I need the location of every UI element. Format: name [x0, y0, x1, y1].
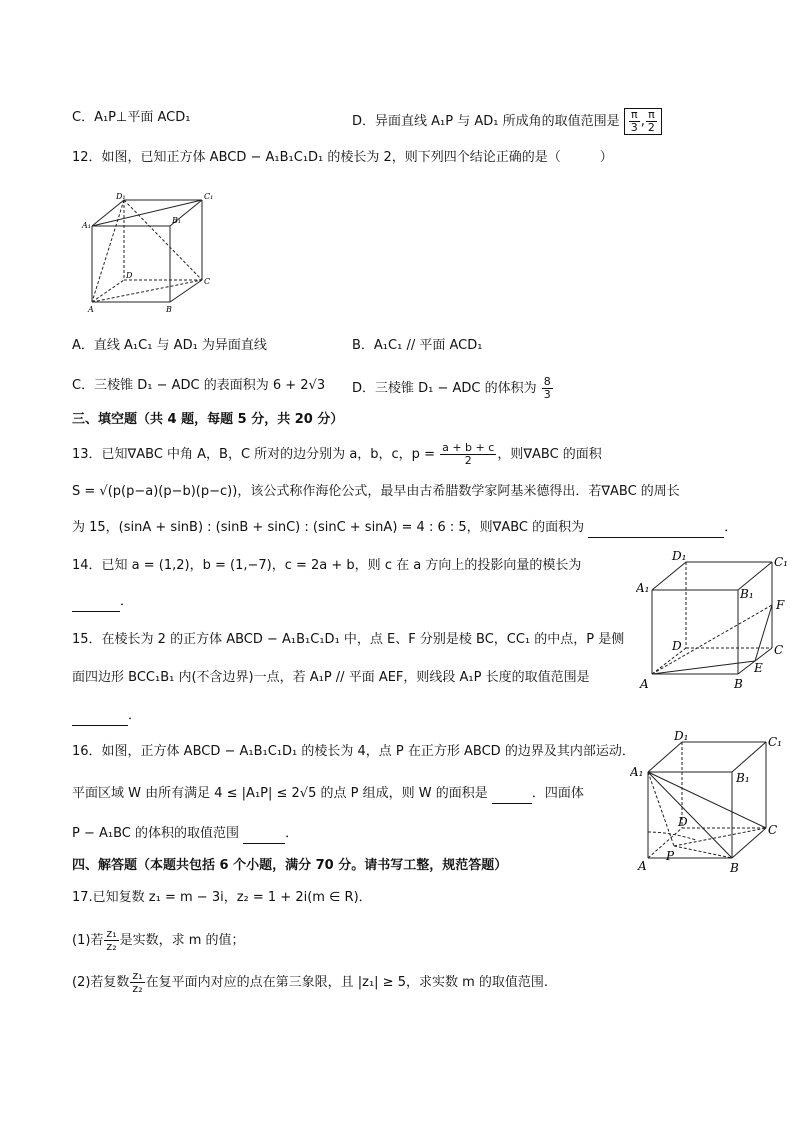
q17-part2-fraction	[130, 970, 144, 995]
q17-part1-fraction	[104, 928, 118, 953]
q12-label-d1: D₁	[116, 192, 126, 201]
q16-line3-text: P − A₁BC 的体积的取值范围	[72, 826, 240, 841]
q12-option-a: A．直线 A₁C₁ 与 AD₁ 为异面直线	[72, 338, 267, 353]
q17-part2-text: 在复平面内对应的点在第三象限，且 |z₁| ≥ 5，求实数 m 的取值范围.	[145, 975, 549, 990]
q17-part1	[72, 928, 245, 953]
q12-label-c1: C₁	[204, 192, 214, 201]
q11-range-lower-den: 3	[630, 121, 638, 134]
q16-volume-blank[interactable]	[243, 829, 285, 844]
q13-answer-blank[interactable]	[588, 523, 724, 538]
q15-label-d1: D₁	[672, 549, 687, 563]
q13-line1-tail: ，则∇ABC 的面积	[497, 447, 602, 462]
q13-line1-text: 13．已知∇ABC 中角 A，B，C 所对的边分别为 a，b，c，p =	[72, 447, 435, 462]
q12-label-a: A	[88, 305, 94, 314]
q15-label-c1: C₁	[774, 555, 788, 569]
q17-part2	[72, 970, 548, 995]
q16-line2-text: 平面区域 W 由所有满足 4 ≤ |A₁P| ≤ 2√5 的点 P 组成，则 W 的面积是	[72, 786, 488, 801]
q16-line3-end: ．	[285, 826, 299, 841]
q11-option-d-text: D．异面直线 A₁P 与 AD₁ 所成角的取值范围是	[352, 114, 620, 129]
q16-label-d: D	[678, 815, 688, 829]
q15-label-d: D	[672, 639, 682, 653]
q12-option-c: C．三棱锥 D₁ − ADC 的表面积为 6 + 2√3	[72, 378, 326, 393]
q17-part1-text: 是实数，求 m 的值；	[119, 933, 245, 948]
q15-label-c: C	[774, 643, 784, 657]
section4-heading: 四、解答题（本题共包括 6 个小题，满分 70 分。请书写工整，规范答题）	[72, 858, 508, 873]
q16-line2-tail: ．四面体	[531, 786, 584, 801]
q13-line3	[72, 518, 737, 538]
q15-label-e: E	[754, 661, 763, 675]
q17-part2-num: z₁	[132, 969, 143, 982]
q15-line1: 15．在棱长为 2 的正方体 ABCD − A₁B₁C₁D₁ 中，点 E、F 分别是棱 BC，CC₁ 的中点，P 是侧	[72, 632, 625, 647]
q14-line2	[72, 592, 133, 612]
q17-part2-prefix: (2)若复数	[72, 975, 130, 990]
q16-label-b1: B₁	[736, 771, 750, 785]
q15-line3	[72, 706, 141, 726]
q17-part2-den: z₂	[132, 982, 143, 995]
q11-option-c: C．A₁P⊥平面 ACD₁	[72, 110, 191, 125]
q11-range-lower-num: π	[629, 109, 640, 122]
q11-range-upper	[646, 109, 657, 134]
q12-option-b: B．A₁C₁ // 平面 ACD₁	[352, 338, 483, 353]
q16-label-c: C	[768, 823, 778, 837]
q16-label-d1: D₁	[674, 729, 689, 743]
q12-label-c: C	[204, 277, 211, 286]
q13-p-num: a + b + c	[442, 441, 495, 454]
q11-range-upper-num: π	[646, 109, 657, 122]
q12-label-a1: A₁	[82, 221, 91, 230]
q14-answer-blank[interactable]	[72, 597, 120, 612]
q15-line2: 面四边形 BCC₁B₁ 内(不含边界)一点，若 A₁P // 平面 AEF，则线段 A₁P 长度的取值范围是	[72, 670, 590, 685]
q16-cube-figure	[630, 728, 794, 876]
q17-part1-prefix: (1)若	[72, 933, 104, 948]
q16-label-b: B	[730, 861, 739, 875]
q16-label-p: P	[666, 849, 675, 863]
q15-label-b1: B₁	[740, 587, 754, 601]
q13-line3-text: 为 15，(sinA + sinB) : (sinB + sinC) : (sinC + sinA) = 4 : 6 : 5，则∇ABC 的面积为	[72, 520, 585, 535]
q12-cube-figure	[80, 188, 220, 320]
q13-p-fraction	[440, 442, 496, 467]
q15-line3-end: ．	[128, 708, 142, 723]
q16-line1: 16．如图，正方体 ABCD − A₁B₁C₁D₁ 的棱长为 4，点 P 在正方形 ABCD 的边界及其内部运动．	[72, 744, 635, 759]
q17-stem: 17.已知复数 z₁ = m − 3i，z₂ = 1 + 2i(m ∈ R)．	[72, 890, 372, 905]
q15-label-a: A	[640, 677, 649, 691]
q17-part1-den: z₂	[106, 940, 117, 953]
q12-option-d-fraction	[542, 376, 553, 401]
q11-range-bracket: $\frac{\pi}{3}$ , $\frac{\pi}{2}$	[624, 108, 662, 135]
q16-label-c1: C₁	[768, 735, 782, 749]
q16-line2	[72, 784, 584, 804]
q15-label-f: F	[776, 598, 785, 612]
q17-part1-num: z₁	[106, 927, 117, 940]
q15-label-b: B	[734, 677, 743, 691]
q11-range-lower	[629, 109, 640, 134]
q11-option-d	[352, 108, 662, 135]
q12-option-d-den: 3	[543, 388, 551, 401]
q13-line2: S = √(p(p−a)(p−b)(p−c))，该公式称作海伦公式，最早由古希腊数学家阿基米德得出．若∇ABC 的周长	[72, 484, 680, 499]
q16-line3	[72, 824, 298, 844]
q12-label-b: B	[166, 305, 172, 314]
q12-option-d	[352, 376, 554, 401]
q15-cube-figure	[636, 546, 794, 692]
q14-line1: 14．已知 a = (1,2)，b = (1,−7)，c = 2a + b，则 c 在 a 方向上的投影向量的模长为	[72, 558, 582, 573]
q13-p-den: 2	[464, 454, 472, 467]
q12-option-d-text: D．三棱锥 D₁ − ADC 的体积为	[352, 381, 537, 396]
q15-answer-blank[interactable]	[72, 711, 128, 726]
q14-line2-end: ．	[120, 594, 134, 609]
q12-label-b1: B₁	[172, 216, 182, 225]
q16-label-a: A	[638, 859, 647, 873]
section3-heading: 三、填空题（共 4 题，每题 5 分，共 20 分）	[72, 412, 344, 427]
q11-range-upper-den: 2	[647, 121, 655, 134]
q12-option-d-num: 8	[543, 375, 551, 388]
q12-stem: 12．如图，已知正方体 ABCD − A₁B₁C₁D₁ 的棱长为 2，则下列四个结论正确的是（ ）	[72, 150, 613, 165]
q12-label-d: D	[126, 271, 133, 280]
q13-line1	[72, 442, 602, 467]
q15-label-a1: A₁	[636, 581, 650, 595]
q16-area-blank[interactable]	[492, 789, 532, 804]
q13-line3-end: ．	[724, 520, 738, 535]
q16-label-a1: A₁	[630, 765, 644, 779]
